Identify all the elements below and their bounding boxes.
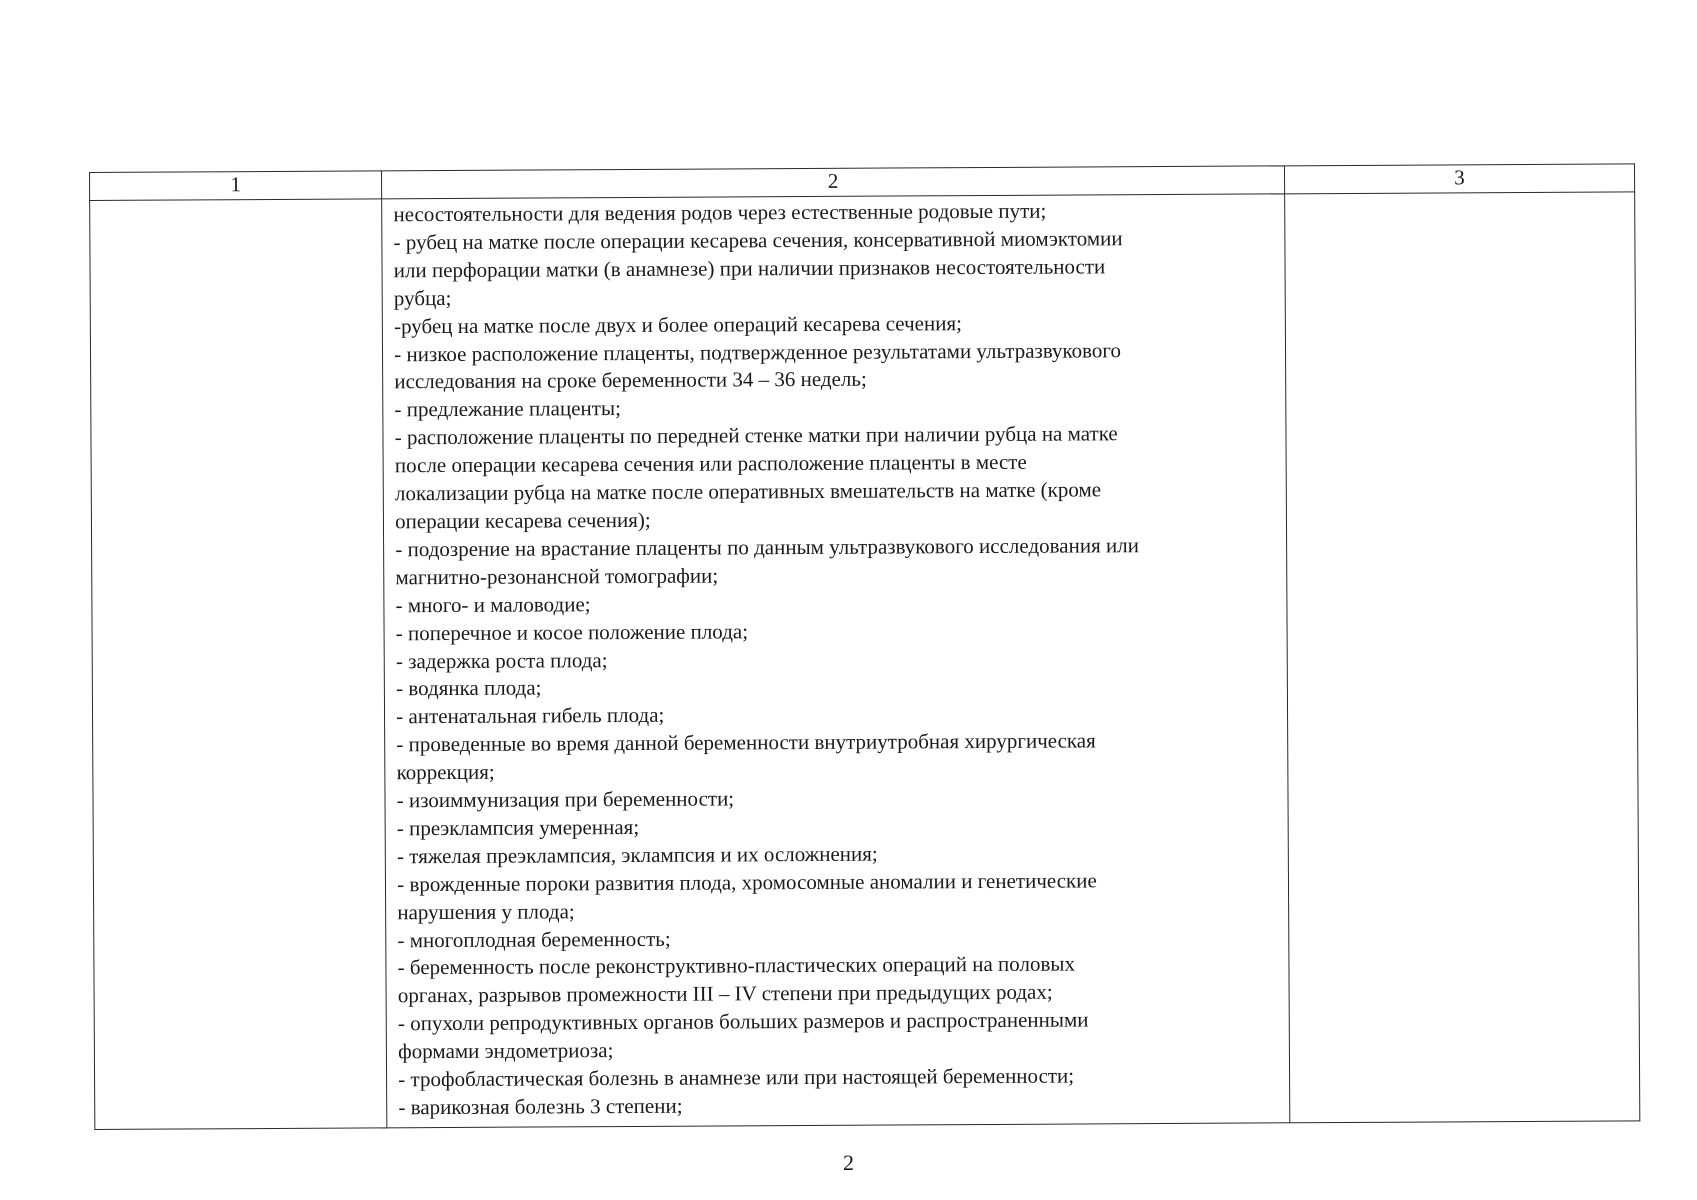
text-line: локализации рубца на матке после оперативных вмешательств на матке (кроме	[394, 477, 1102, 506]
column-header-1: 1	[90, 171, 382, 201]
text-line: исследования на сроке беременности 34 – 36 недель;	[394, 367, 867, 394]
text-line: - преэклампсия умеренная;	[396, 814, 640, 841]
text-line: коррекция;	[396, 759, 495, 785]
text-line: - изоиммунизация при беременности;	[396, 786, 735, 813]
text-line: магнитно-резонансной томографии;	[395, 563, 719, 590]
text-line: - низкое расположение плаценты, подтвержденное результатами ультразвукового	[394, 337, 1122, 366]
column-2-cell	[382, 194, 1290, 1128]
text-line: - предлежание плаценты;	[394, 396, 621, 422]
content-row	[90, 192, 1640, 1130]
page-number: 2	[843, 1150, 854, 1175]
text-line: - проведенные во время данной беременности внутриутробная хирургическая	[396, 728, 1096, 757]
text-line: - варикозная болезнь 3 степени;	[398, 1093, 683, 1120]
text-line: - много- и маловодие;	[395, 591, 591, 617]
text-line: - трофобластическая болезнь в анамнезе или при настоящей беременности;	[398, 1063, 1075, 1092]
text-line: - поперечное и косое положение плода;	[395, 618, 749, 645]
text-line: или перфорации матки (в анамнезе) при наличии признаков несостоятельности	[393, 254, 1106, 283]
text-line: формами эндометриоза;	[398, 1038, 614, 1064]
text-line: рубца;	[393, 285, 452, 311]
column-header-2: 2	[382, 166, 1285, 199]
text-line: после операции кесарева сечения или расположение плаценты в месте	[394, 449, 1027, 478]
text-line: нарушения у плода;	[397, 898, 575, 924]
text-line: - врожденные пороки развития плода, хромосомные аномалии и генетические	[397, 868, 1097, 897]
text-line: несостоятельности для ведения родов через естественные родовые пути;	[393, 198, 1047, 227]
column-3-cell	[1284, 192, 1639, 1123]
column-1-cell	[90, 199, 387, 1130]
document-table	[89, 163, 1640, 1130]
text-line: - опухоли репродуктивных органов больших размеров и распространенными	[397, 1007, 1089, 1036]
text-line: - рубец на матке после операции кесарева сечения, консервативной миомэктомии	[393, 226, 1123, 255]
text-line: -рубец на матке после двух и более операций кесарева сечения;	[393, 310, 962, 338]
text-line: органах, разрывов промежности III – IV степени при предыдущих родах;	[397, 980, 1053, 1008]
text-line: - антенатальная гибель плода;	[396, 703, 665, 729]
text-line: - задержка роста плода;	[395, 647, 608, 673]
text-line: - расположение плаценты по передней стенке матки при наличии рубца на матке	[394, 421, 1118, 450]
text-line: - многоплодная беременность;	[397, 926, 671, 952]
text-line: - тяжелая преэклампсия, эклампсия и их осложнения;	[396, 841, 878, 869]
text-line: - беременность после реконструктивно-пластических операций на половых	[397, 951, 1076, 980]
text-line: операции кесарева сечения);	[395, 507, 651, 534]
text-line: - подозрение на врастание плаценты по данным ультразвукового исследования или	[395, 533, 1139, 562]
text-line: - водянка плода;	[396, 675, 542, 701]
column-header-3: 3	[1284, 164, 1634, 194]
